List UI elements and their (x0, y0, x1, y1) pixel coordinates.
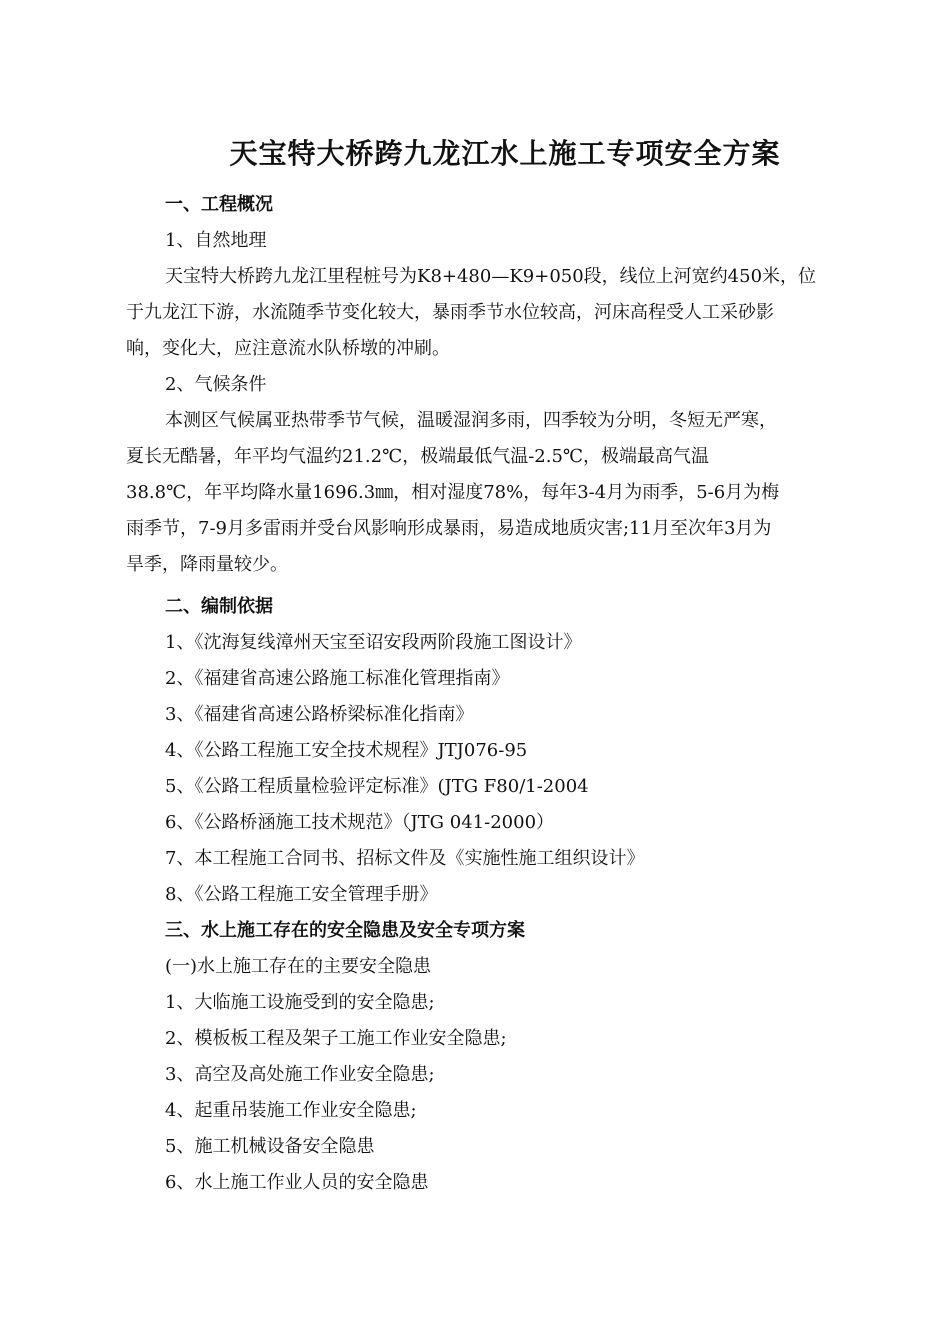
paragraph-line: 天宝特大桥跨九龙江里程桩号为K8+480—K9+050段，线位上河宽约450米，位 (165, 266, 817, 287)
paragraph-line: 夏长无酷暑，年平均气温约21.2℃，极端最低气温-2.5℃，极端最高气温 (126, 446, 710, 467)
reference-item: 2、《福建省高速公路施工标准化管理指南》 (165, 668, 510, 689)
paragraph-line: 雨季节，7-9月多雷雨并受台风影响形成暴雨，易造成地质灾害;11月至次年3月为 (126, 518, 772, 539)
reference-item: 7、本工程施工合同书、招标文件及《实施性施工组织设计》 (165, 848, 645, 869)
document-title: 天宝特大桥跨九龙江水上施工专项安全方案 (229, 137, 781, 170)
hazard-item: 4、起重吊装施工作业安全隐患; (165, 1100, 417, 1121)
section-heading-2: 二、编制依据 (165, 596, 273, 617)
hazard-item: 3、高空及高处施工作业安全隐患; (165, 1064, 435, 1085)
paragraph-line: 本测区气候属亚热带季节气候，温暖湿润多雨，四季较为分明，冬短无严寒， (165, 410, 777, 431)
subsection-natural-geography: 1、自然地理 (165, 230, 267, 251)
hazard-item: 2、模板板工程及架子工施工作业安全隐患; (165, 1028, 507, 1049)
reference-item: 3、《福建省高速公路桥梁标准化指南》 (165, 704, 474, 725)
hazard-item: 5、施工机械设备安全隐患 (165, 1136, 375, 1157)
reference-item: 6、《公路桥涵施工技术规范》（JTG 041-2000） (165, 812, 555, 833)
reference-item: 8、《公路工程施工安全管理手册》 (165, 884, 438, 905)
paragraph-line: 响，变化大，应注意流水队桥墩的冲刷。 (126, 338, 450, 359)
hazard-item: 1、大临施工设施受到的安全隐患; (165, 992, 435, 1013)
reference-item: 5、《公路工程质量检验评定标准》(JTG F80/1-2004 (165, 776, 589, 797)
section-heading-3: 三、水上施工存在的安全隐患及安全专项方案 (165, 920, 525, 941)
reference-item: 4、《公路工程施工安全技术规程》JTJ076-95 (165, 740, 528, 761)
paragraph-line: 38.8℃，年平均降水量1696.3㎜，相对湿度78%，每年3-4月为雨季，5-6月为梅 (126, 482, 780, 503)
hazard-item: 6、水上施工作业人员的安全隐患 (165, 1172, 429, 1193)
paragraph-line: 于九龙江下游，水流随季节变化较大，暴雨季节水位较高，河床高程受人工采砂影 (126, 302, 774, 323)
reference-item: 1、《沈海复线漳州天宝至诏安段两阶段施工图设计》 (165, 632, 582, 653)
subsection-climate: 2、气候条件 (165, 374, 267, 395)
subsection-hazards: (一)水上施工存在的主要安全隐患 (165, 956, 432, 977)
section-heading-1: 一、工程概况 (165, 194, 273, 215)
paragraph-line: 旱季，降雨量较少。 (126, 554, 288, 575)
